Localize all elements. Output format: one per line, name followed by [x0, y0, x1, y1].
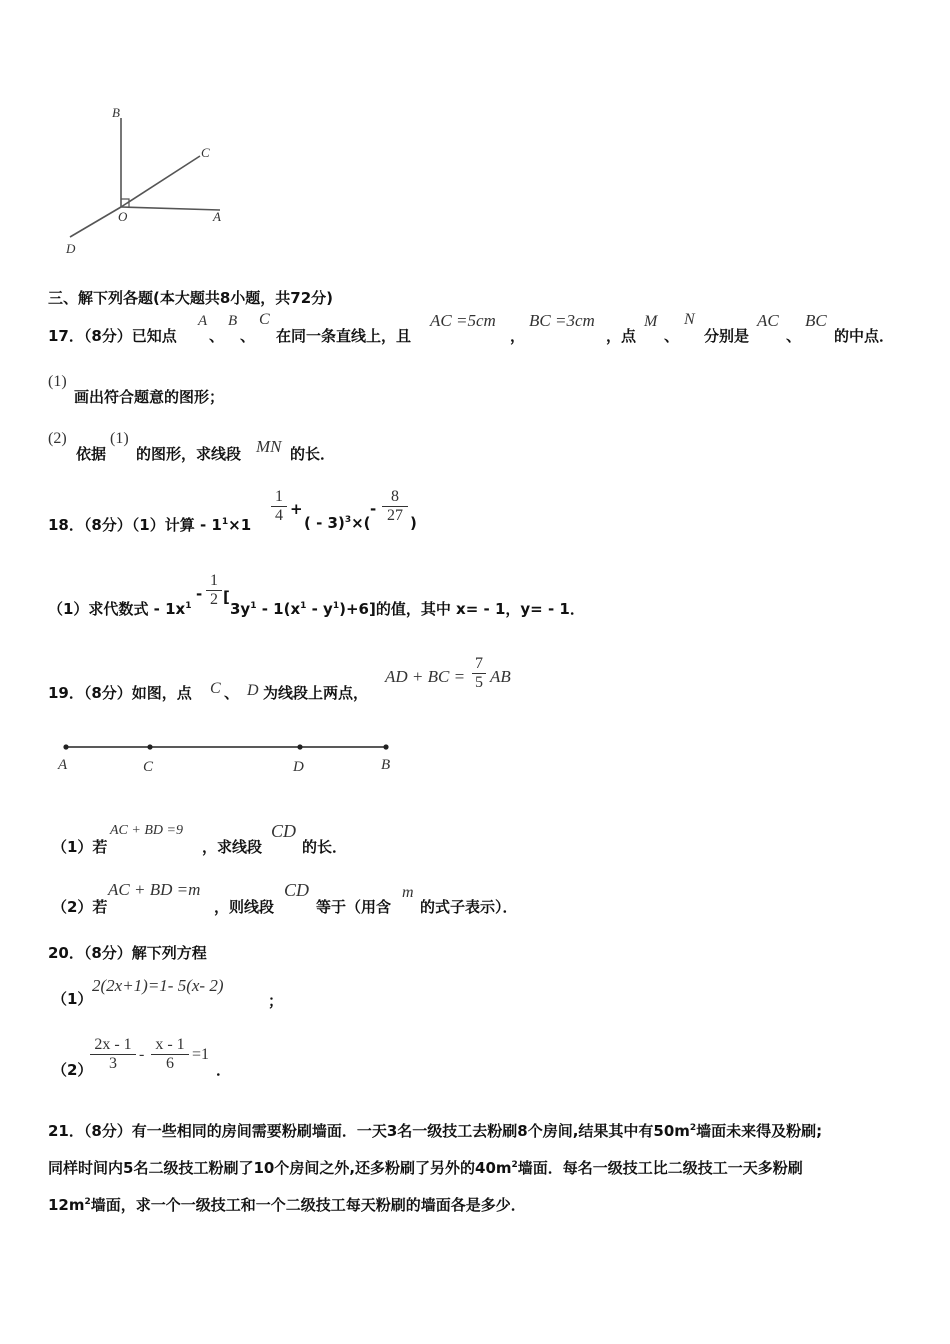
q19-point-c: C [210, 680, 221, 697]
q19-part2-eq: AC + BD =m [108, 880, 201, 899]
q17-point-m: M [644, 313, 658, 330]
q18-part2-bracket: [ [223, 588, 230, 606]
q21-line1-text: 21．（8分）有一些相同的房间需要粉刷墙面．一天3名一级技工去粉刷8个房间,结果其中有50m [48, 1122, 690, 1140]
q17-part2-ref: (1) [110, 430, 129, 447]
ray-od [70, 207, 121, 237]
q18-p2-sup3: 1 [300, 601, 307, 611]
q20-part2-end: ． [216, 1061, 232, 1079]
seg-label-d: D [293, 759, 304, 775]
q17-part1-number: (1) [48, 373, 67, 390]
q21-line2 [48, 1157, 803, 1178]
q19-part2-m: m [402, 884, 414, 901]
q20-f2-den: 6 [166, 1055, 174, 1072]
q17-part2-number: (2) [48, 430, 67, 447]
label-d: D [66, 241, 76, 256]
q20-f1-num: 2x - 1 [94, 1036, 132, 1053]
q17-bc-eq: BC =3cm [529, 311, 595, 330]
label-o: O [118, 209, 128, 224]
q21-line3-text: 12m [48, 1196, 85, 1214]
q18-times2: ×( [351, 514, 371, 532]
q18-p2-sup4: 1 [332, 601, 340, 611]
q18-fraction-3 [206, 572, 222, 609]
q18-p2-c: - 1(x [256, 600, 301, 618]
q21-line2-text: 同样时间内5名二级技工粉刷了10个房间之外,还多粉刷了另外的40m [48, 1159, 512, 1177]
q19-part1-var: CD [271, 821, 297, 841]
seg-label-b: B [381, 757, 391, 773]
q18-fraction-1 [271, 488, 287, 525]
q18-part2-line-b [230, 598, 585, 619]
q19-stem: 19．（8分）如图，点 [48, 684, 192, 702]
seg-label-a: A [58, 757, 68, 773]
q17-sep3: 、 [664, 327, 680, 345]
q18-part2 [304, 514, 371, 532]
q21-line1 [48, 1120, 822, 1141]
q20-fraction-2 [151, 1036, 189, 1073]
q17-comma2: ，点 [606, 327, 637, 345]
q17-ac-eq: AC =5cm [430, 311, 496, 330]
q21-line3-sup: 2 [84, 1197, 91, 1207]
dot-c [147, 744, 152, 749]
q20-part1-eq: 2(2x+1)=1- 5(x- 2) [92, 976, 224, 995]
q18-part2-minus: - [196, 585, 203, 603]
q18-part2-text: ( - 3) [304, 514, 345, 532]
q18-f2-num: 8 [391, 488, 399, 505]
q17-comma1: ， [510, 327, 526, 345]
q18-f1-num: 1 [275, 488, 283, 505]
q19-f-num: 7 [475, 655, 483, 672]
q20-stem: 20．（8分）解下列方程 [48, 944, 207, 962]
q20-minus: - [139, 1046, 145, 1063]
q19-part1-a: （1）若 [52, 838, 108, 856]
q18-sup3: 3 [344, 515, 352, 525]
dot-b [383, 744, 388, 749]
q19-point-d: D [247, 682, 259, 699]
q19-fraction [472, 655, 486, 692]
q18-stem-text: 18．（8分）（1）计算 - 1 [48, 516, 222, 534]
dot-d [297, 744, 302, 749]
q17-mid: 在同一条直线上，且 [276, 327, 412, 345]
dot-a [63, 744, 68, 749]
q20-f1-den: 3 [109, 1055, 117, 1072]
q20-eq: =1 [192, 1046, 210, 1063]
q17-segment-bc: BC [805, 311, 827, 330]
q18-p2-e: )+6]的值，其中 x= - 1，y= - 1． [339, 600, 585, 618]
q17-sep1: 、 [209, 327, 225, 345]
q17-part2-text2: 的图形，求线段 [136, 445, 242, 463]
q21-line2-sup: 2 [511, 1160, 518, 1170]
q20-part1-label: （1） [52, 990, 93, 1008]
q18-f1-den: 4 [275, 507, 283, 524]
q18-close: ) [410, 514, 417, 532]
q20-part1-end: ； [268, 992, 284, 1010]
angle-figure [55, 100, 255, 265]
q18-p2-a: （1）求代数式 - 1x [48, 600, 186, 618]
q17-point-c: C [259, 311, 270, 328]
q18-minus: - [370, 500, 377, 518]
q18-sup1: 1 [221, 517, 229, 527]
q17-point-n: N [684, 311, 695, 328]
q17-point-a: A [198, 313, 208, 329]
q19-part2-var: CD [284, 880, 310, 900]
q19-part1-eq: AC + BD =9 [110, 823, 183, 838]
q18-fraction-2 [382, 488, 408, 525]
q18-times1: ×1 [228, 516, 252, 534]
q19-part1-c: 的长． [302, 838, 348, 856]
q18-p2-b: 3y [230, 600, 251, 618]
q18-f3-den: 2 [210, 591, 218, 608]
q17-part2-text3: 的长． [290, 445, 336, 463]
q19-sep: 、 [224, 684, 240, 702]
q17-part1-text: 画出符合题意的图形； [74, 388, 225, 406]
ray-oa [121, 207, 220, 210]
q18-f3-num: 1 [210, 572, 218, 589]
q18-p2-sup2: 1 [250, 601, 257, 611]
q18-part2-line-a [48, 598, 192, 619]
label-b: B [112, 105, 120, 120]
q17-mid2: 分别是 [704, 327, 750, 345]
q17-sep4: 、 [786, 327, 802, 345]
q19-part1-b: ，求线段 [202, 838, 263, 856]
q18-f2-den: 27 [387, 507, 403, 524]
q18-p2-d: - y [306, 600, 333, 618]
q19-part2-b: ，则线段 [214, 898, 275, 916]
q19-f-den: 5 [475, 674, 483, 691]
q21-line1-tail: 墙面未来得及粉刷; [696, 1122, 823, 1140]
q17-point-b: B [228, 313, 238, 329]
q21-line2-tail: 墙面．每名一级技工比二级技工一天多粉刷 [517, 1159, 803, 1177]
q17-part2-text1: 依据 [76, 445, 107, 463]
q21-line3-tail: 墙面，求一个一级技工和一个二级技工每天粉刷的墙面各是多少． [90, 1196, 526, 1214]
q17-sep2: 、 [240, 327, 256, 345]
q20-f2-num: x - 1 [155, 1036, 185, 1053]
q19-part2-d: 的式子表示）． [420, 898, 518, 916]
q17-stem: 17．（8分）已知点 [48, 327, 177, 345]
q19-mid: 为线段上两点， [263, 684, 369, 702]
q17-tail: 的中点． [834, 327, 895, 345]
ray-oc [121, 156, 200, 207]
q18-plus: + [290, 500, 303, 518]
q20-fraction-1 [90, 1036, 136, 1073]
q17-segment-ac: AC [757, 311, 779, 330]
q17-part2-var: MN [256, 437, 282, 456]
q19-eq-left: AD + BC = [385, 667, 466, 686]
q21-line1-sup: 2 [689, 1123, 697, 1133]
q20-part2-label: （2） [52, 1061, 93, 1079]
q21-line3 [48, 1194, 526, 1215]
q19-part2-c: 等于（用含 [316, 898, 392, 916]
q19-part2-a: （2）若 [52, 898, 108, 916]
label-a: A [213, 209, 221, 224]
section-heading: 三、解下列各题(本大题共8小题，共72分) [48, 289, 334, 307]
label-c: C [201, 145, 210, 160]
seg-label-c: C [143, 759, 154, 775]
q19-eq-right: AB [490, 667, 511, 686]
q18-stem [48, 514, 251, 535]
q18-p2-sup1: 1 [185, 601, 192, 611]
segment-figure [50, 735, 410, 780]
